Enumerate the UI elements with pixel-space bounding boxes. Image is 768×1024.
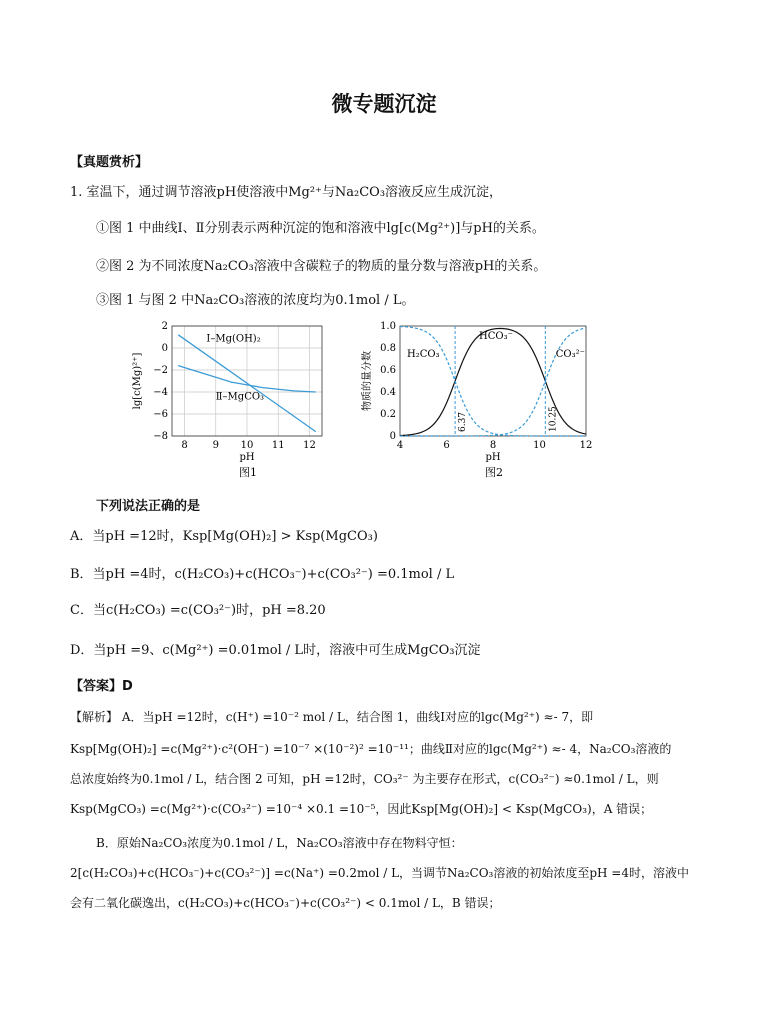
series-label-2: HCO₃⁻ [479, 331, 513, 343]
analysis-line-7: 会有二氧化碳逸出，c(H₂CO₃)+c(HCO₃⁻)+c(CO₃²⁻) < 0.1mol / L，B 错误； [70, 896, 501, 910]
option-a: A．当pH =12时，Ksp[Mg(OH)₂] > Ksp(MgCO₃) [70, 529, 378, 544]
series-label-1: Ⅰ–Mg(OH)₂ [206, 333, 261, 345]
figure-svg [130, 316, 600, 486]
x-tick-label: 4 [396, 440, 404, 451]
y-tick-label: 0.4 [380, 387, 396, 398]
analysis-line-4: Ksp(MgCO₃) =c(Mg²⁺)·c(CO₃²⁻) =10⁻⁴ ×0.1 =10⁻⁵，因此Ksp[Mg(OH)₂] < Ksp(MgCO₃)，A 错误； [70, 802, 653, 816]
analysis-line-2: Ksp[Mg(OH)₂] =c(Mg²⁺)·c²(OH⁻) =10⁻⁷ ×(10⁻²)² =10⁻¹¹；曲线Ⅱ对应的lgc(Mg²⁺) ≈- 4，Na₂CO₃溶液的 [70, 742, 672, 756]
series-label-1: H₂CO₃ [406, 348, 440, 360]
figure-caption: 图2 [485, 466, 503, 479]
figure-1 [132, 321, 322, 479]
option-c: C．当c(H₂CO₃) =c(CO₃²⁻)时，pH =8.20 [70, 603, 326, 618]
analysis-line-5: B．原始Na₂CO₃浓度为0.1mol / L，Na₂CO₃溶液中存在物料守恒： [96, 836, 463, 850]
x-tick-label: 10 [533, 440, 546, 451]
x-axis-label: pH [485, 452, 501, 463]
y-tick-label: −6 [153, 409, 168, 420]
y-tick-label: 0.6 [380, 365, 396, 376]
y-tick-label: −4 [153, 387, 168, 398]
y-tick-label: 0.2 [380, 409, 396, 420]
y-axis-label: 物质的量分数 [362, 351, 373, 411]
series-label-2: Ⅱ–MgCO₃ [215, 391, 265, 403]
y-axis-label: lg[c(Mg)²⁺] [132, 352, 143, 410]
x-axis-label: pH [239, 452, 255, 463]
series-label-3: CO₃²⁻ [555, 348, 585, 360]
analysis-line-1: 【解析】 A．当pH =12时，c(H⁺) =10⁻² mol / L，结合图 1，曲线Ⅰ对应的lgc(Mg²⁺) ≈- 7，即 [70, 710, 594, 724]
x-tick-label: 6 [443, 440, 450, 451]
x-tick-label: 10 [240, 440, 254, 451]
answer: 【答案】D [70, 679, 133, 694]
y-tick-label: 1.0 [380, 321, 396, 332]
x-tick-label: 8 [181, 440, 188, 451]
y-tick-label: −2 [153, 365, 168, 376]
y-tick-label: 0 [161, 343, 168, 354]
page-title: 微专题沉淀 [331, 92, 437, 116]
y-tick-label: 0.8 [380, 343, 396, 354]
option-d: D．当pH =9、c(Mg²⁺) =0.01mol / L时，溶液中可生成MgCO₃沉淀 [70, 643, 481, 658]
y-tick-label: −8 [153, 431, 168, 442]
x-tick-label: 8 [489, 440, 497, 451]
question-1: 1. 室温下，通过调节溶液pH使溶液中Mg²⁺与Na₂CO₃溶液反应生成沉淀， [70, 185, 503, 200]
note-1: ①图 1 中曲线Ⅰ、Ⅱ分别表示两种沉淀的饱和溶液中lg[c(Mg²⁺)]与pH的关系。 [96, 221, 545, 236]
y-tick-label: 2 [161, 321, 168, 332]
figure-caption: 图1 [239, 466, 257, 479]
figures [130, 316, 600, 486]
option-b: B．当pH =4时，c(H₂CO₃)+c(HCO₃⁻)+c(CO₃²⁻) =0.1mol / L [70, 567, 455, 582]
x-tick-label: 12 [579, 440, 593, 451]
x-tick-label: 9 [212, 440, 219, 451]
figure-2 [360, 321, 592, 479]
x-tick-label: 11 [271, 440, 285, 451]
x-tick-label: 12 [303, 440, 316, 451]
section-heading: 【真题赏析】 [70, 155, 149, 170]
analysis-line-6: 2[c(H₂CO₃)+c(HCO₃⁻)+c(CO₃²⁻)] =c(Na⁺) =0.2mol / L，当调节Na₂CO₃溶液的初始浓度至pH =4时，溶液中 [70, 866, 689, 880]
question-prompt: 下列说法正确的是 [96, 499, 201, 514]
pka-label: 6.37 [458, 411, 469, 432]
pka-label: 10.25 [548, 406, 559, 432]
y-tick-label: 0 [389, 431, 396, 442]
note-3: ③图 1 与图 2 中Na₂CO₃溶液的浓度均为0.1mol / L。 [96, 293, 415, 308]
analysis-line-3: 总浓度始终为0.1mol / L，结合图 2 可知，pH =12时，CO₃²⁻ 为主要存在形式，c(CO₃²⁻) ≈0.1mol / L，则 [70, 772, 659, 786]
note-2: ②图 2 为不同浓度Na₂CO₃溶液中含碳粒子的物质的量分数与溶液pH的关系。 [96, 259, 547, 274]
